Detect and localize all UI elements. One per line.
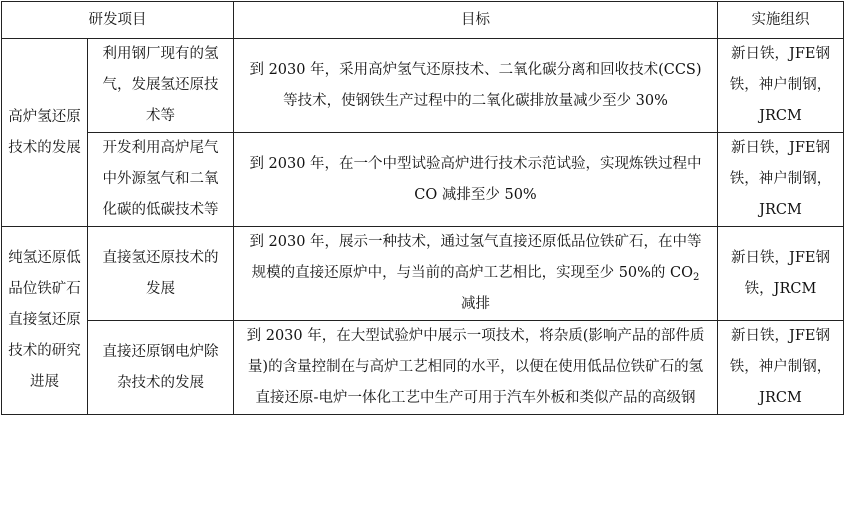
- category-cell: 纯氢还原低品位铁矿石直接氢还原技术的研究进展: [2, 227, 88, 415]
- header-org: 实施组织: [718, 2, 844, 39]
- goal-cell: [234, 227, 718, 321]
- header-goal: 目标: [234, 2, 718, 39]
- category-cell: 高炉氢还原技术的发展: [2, 39, 88, 227]
- subproject-cell: 利用钢厂现有的氢气，发展氢还原技术等: [88, 39, 234, 133]
- header-project: 研发项目: [2, 2, 234, 39]
- org-cell: 新日铁，JFE钢铁，JRCM: [718, 227, 844, 321]
- org-cell: 新日铁，JFE钢铁，神户制钢，JRCM: [718, 133, 844, 227]
- subproject-cell: 开发利用高炉尾气中外源氢气和二氧化碳的低碳技术等: [88, 133, 234, 227]
- table-row: [2, 227, 844, 321]
- goal-text-suffix: 减排: [461, 296, 490, 312]
- subproject-cell: 直接氢还原技术的发展: [88, 227, 234, 321]
- rd-projects-table: [1, 1, 844, 415]
- goal-cell: 到 2030 年，采用高炉氢气还原技术、二氧化碳分离和回收技术(CCS)等技术，使钢铁生产过程中的二氧化碳排放量减少至少 30%: [234, 39, 718, 133]
- table-header-row: [2, 2, 844, 39]
- subscript-2: 2: [693, 272, 700, 283]
- goal-cell: 到 2030 年，在一个中型试验高炉进行技术示范试验，实现炼铁过程中 CO 减排至少 50%: [234, 133, 718, 227]
- goal-text: 到 2030 年，展示一种技术，通过氢气直接还原低品位铁矿石，在中等规模的直接还原炉中，与当前的高炉工艺相比，实现至少 50%的 CO: [249, 234, 702, 281]
- table-row: [2, 39, 844, 133]
- table-row: [2, 321, 844, 415]
- org-cell: 新日铁，JFE钢铁，神户制钢，JRCM: [718, 39, 844, 133]
- org-cell: 新日铁，JFE钢铁，神户制钢，JRCM: [718, 321, 844, 415]
- subproject-cell: 直接还原钢电炉除杂技术的发展: [88, 321, 234, 415]
- goal-cell: 到 2030 年，在大型试验炉中展示一项技术，将杂质(影响产品的部件质量)的含量控制在与高炉工艺相同的水平，以便在使用低品位铁矿石的氢直接还原-电炉一体化工艺中生产可用于汽车外板和类似产品的高级钢: [234, 321, 718, 415]
- table-row: [2, 133, 844, 227]
